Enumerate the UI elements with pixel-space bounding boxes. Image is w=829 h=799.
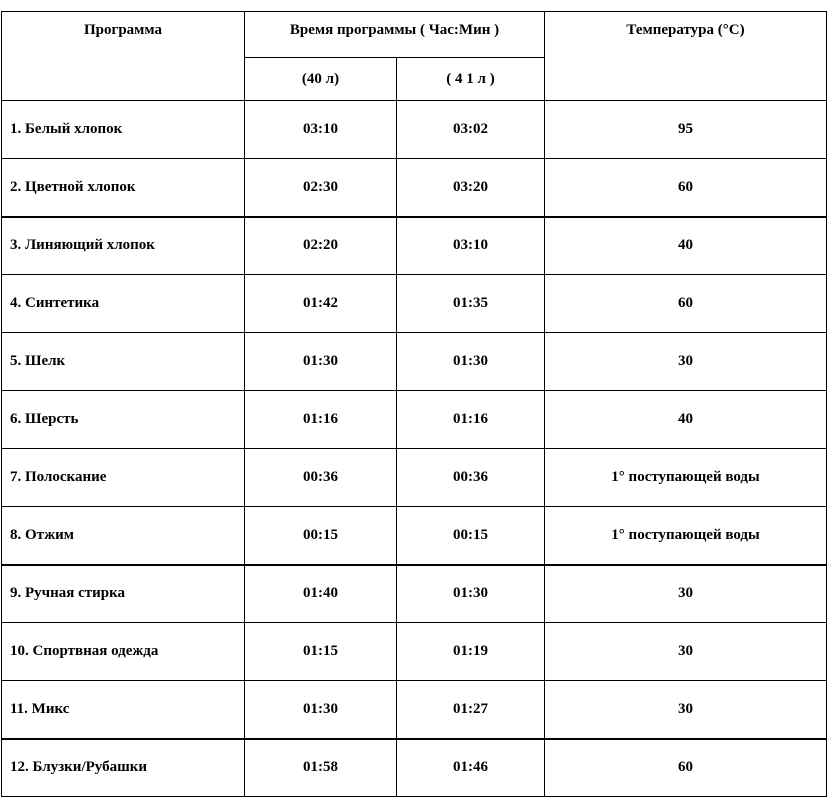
- time-41l: 01:30: [397, 333, 545, 391]
- subheader-40l: (40 л): [245, 58, 397, 101]
- time-40l: 02:30: [245, 159, 397, 217]
- time-40l: 01:16: [245, 391, 397, 449]
- time-40l: 03:10: [245, 101, 397, 159]
- temperature-value: 60: [545, 159, 827, 217]
- time-40l: 01:30: [245, 681, 397, 739]
- header-row: [2, 12, 827, 58]
- time-41l: 01:16: [397, 391, 545, 449]
- time-40l: 01:58: [245, 739, 397, 797]
- time-41l: 00:36: [397, 449, 545, 507]
- table-row: [2, 739, 827, 797]
- program-name: 11. Микс: [2, 681, 245, 739]
- table-row: [2, 623, 827, 681]
- program-name: 8. Отжим: [2, 507, 245, 565]
- time-40l: 01:42: [245, 275, 397, 333]
- program-name: 10. Спортвная одежда: [2, 623, 245, 681]
- table-row: [2, 565, 827, 623]
- temperature-value: 95: [545, 101, 827, 159]
- temperature-value: 30: [545, 681, 827, 739]
- header-temperature: Температура (°C): [545, 12, 827, 101]
- time-40l: 00:15: [245, 507, 397, 565]
- program-name: 6. Шерсть: [2, 391, 245, 449]
- time-41l: 03:20: [397, 159, 545, 217]
- table-row: [2, 507, 827, 565]
- table-row: [2, 391, 827, 449]
- temperature-value: 40: [545, 391, 827, 449]
- time-41l: 01:30: [397, 565, 545, 623]
- program-table: [1, 11, 827, 797]
- time-41l: 01:35: [397, 275, 545, 333]
- time-41l: 00:15: [397, 507, 545, 565]
- table-row: [2, 101, 827, 159]
- time-41l: 01:46: [397, 739, 545, 797]
- time-41l: 03:02: [397, 101, 545, 159]
- table-row: [2, 681, 827, 739]
- temperature-value: 60: [545, 275, 827, 333]
- program-name: 5. Шелк: [2, 333, 245, 391]
- time-40l: 01:40: [245, 565, 397, 623]
- time-40l: 02:20: [245, 217, 397, 275]
- table-row: [2, 449, 827, 507]
- time-41l: 01:27: [397, 681, 545, 739]
- table-row: [2, 217, 827, 275]
- temperature-value: 1° поступающей воды: [545, 449, 827, 507]
- program-name: 2. Цветной хлопок: [2, 159, 245, 217]
- time-40l: 01:15: [245, 623, 397, 681]
- program-name: 12. Блузки/Рубашки: [2, 739, 245, 797]
- temperature-value: 30: [545, 623, 827, 681]
- subheader-41l: ( 4 1 л ): [397, 58, 545, 101]
- program-name: 1. Белый хлопок: [2, 101, 245, 159]
- temperature-value: 60: [545, 739, 827, 797]
- program-name: 4. Синтетика: [2, 275, 245, 333]
- temperature-value: 30: [545, 333, 827, 391]
- header-program: Программа: [2, 12, 245, 101]
- program-name: 3. Линяющий хлопок: [2, 217, 245, 275]
- program-name: 7. Полоскание: [2, 449, 245, 507]
- program-name: 9. Ручная стирка: [2, 565, 245, 623]
- temperature-value: 40: [545, 217, 827, 275]
- table-row: [2, 333, 827, 391]
- temperature-value: 30: [545, 565, 827, 623]
- table-row: [2, 159, 827, 217]
- temperature-value: 1° поступающей воды: [545, 507, 827, 565]
- time-41l: 01:19: [397, 623, 545, 681]
- time-41l: 03:10: [397, 217, 545, 275]
- time-40l: 00:36: [245, 449, 397, 507]
- time-40l: 01:30: [245, 333, 397, 391]
- table-row: [2, 275, 827, 333]
- header-program-time: Время программы ( Час:Мин ): [245, 12, 545, 58]
